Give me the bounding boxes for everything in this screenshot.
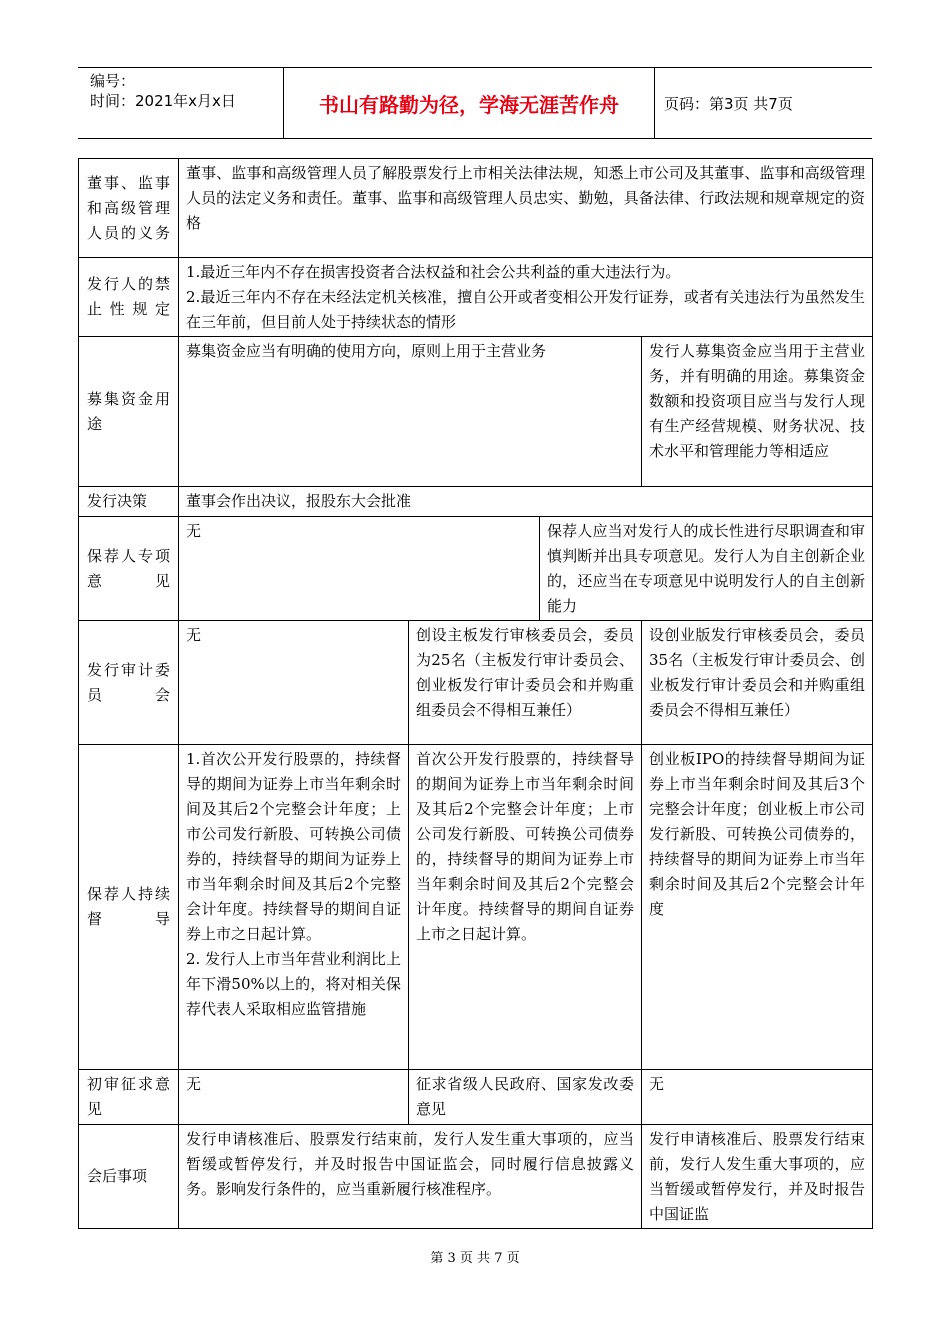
prohibition-item-2: 2.最近三年内不存在未经法定机关核准，擅自公开或者变相公开发行证券，或者有关违法行为虽然发生在三年前，但目前人处于持续状态的情形 [186,288,866,331]
supervision-col-3: 创业板IPO的持续督导期间为证券上市当年剩余时间及其后3个完整会计年度；创业板上市公司发行新股、可转换公司债券的，持续督导的期间为证券上市当年剩余时间及其后2个完整会计年度 [642,745,873,1070]
after-meeting-left: 发行申请核准后、股票发行结束前，发行人发生重大事项的，应当暂缓或暂停发行，并及时报告中国证监会，同时履行信息披露义务。影响发行条件的，应当重新履行核准程序。 [179,1125,642,1229]
document-date: 时间：2021年x月x日 [90,92,236,110]
row-label-after-meeting: 会后事项 [79,1125,179,1229]
row-label-sponsor-opinion: 保荐人专项意见 [79,517,179,621]
preliminary-col-2: 征求省级人民政府、国家发改委意见 [409,1070,642,1125]
supervision-col-1 [179,745,409,1070]
committee-col-1: 无 [179,621,409,745]
row-label-preliminary: 初审征求意见 [79,1070,179,1125]
document-number: 编号： [90,72,136,90]
decision-content: 董事会作出决议，报股东大会批准 [179,487,873,517]
table-row [79,258,873,337]
row-label-duties: 董事、监事和高级管理人员的义务 [79,159,179,258]
header-meta [78,68,283,138]
duties-content: 董事、监事和高级管理人员了解股票发行上市相关法律法规，知悉上市公司及其董事、监事和高级管理人员的法定义务和责任。董事、监事和高级管理人员忠实、勤勉，具备法律、行政法规和规章规定的资格 [179,159,873,258]
funds-right: 发行人募集资金应当用于主营业务，并有明确的用途。募集资金数额和投资项目应当与发行人现有生产经营规模、财务状况、技术水平和管理能力等相适应 [642,337,873,487]
committee-col-2: 创设主板发行审核委员会，委员为25名（主板发行审计委员会、创业板发行审计委员会和并购重组委员会不得相互兼任） [409,621,642,745]
table-row [79,159,873,258]
preliminary-col-1: 无 [179,1070,409,1125]
row-label-decision: 发行决策 [79,487,179,517]
sponsor-opinion-right: 保荐人应当对发行人的成长性进行尽职调查和审慎判断并出具专项意见。发行人为自主创新企业的，还应当在专项意见中说明发行人的自主创新能力 [540,517,873,621]
supervision-col-1-item-1: 1.首次公开发行股票的，持续督导的期间为证券上市当年剩余时间及其后2个完整会计年度；上市公司发行新股、可转换公司债券的，持续督导的期间为证券上市当年剩余时间及其后2个完整会计年度。持续督导的期间自证券上市之日起计算。 [186,750,401,943]
row-label-prohibition: 发行人的禁止性规定 [79,258,179,337]
prohibition-item-1: 1.最近三年内不存在损害投资者合法权益和社会公共利益的重大违法行为。 [186,263,681,281]
row-label-committee: 发行审计委员会 [79,621,179,745]
row-label-funds: 募集资金用途 [79,337,179,487]
sponsor-opinion-left: 无 [179,517,540,621]
preliminary-col-3: 无 [642,1070,873,1125]
table-row [79,487,873,517]
after-meeting-right: 发行申请核准后、股票发行结束前，发行人发生重大事项的，应当暂缓或暂停发行，并及时报告中国证监 [642,1125,873,1229]
prohibition-content [179,258,873,337]
row-label-supervision: 保荐人持续督导 [79,745,179,1070]
table-row [79,517,873,621]
table-row [79,337,873,487]
page-info: 页码：第3页 共7页 [664,94,793,113]
comparison-table [78,158,873,1229]
header-motto: 书山有路勤为径，学海无涯苦作舟 [319,92,619,117]
committee-col-3: 设创业版发行审核委员会，委员35名（主板发行审计委员会、创业板发行审计委员会和并购重组委员会不得相互兼任） [642,621,873,745]
page-footer: 第 3 页 共 7 页 [430,1251,520,1266]
funds-left: 募集资金应当有明确的使用方向，原则上用于主营业务 [179,337,642,487]
table-row [79,621,873,745]
header-motto-cell [283,68,655,138]
supervision-col-2: 首次公开发行股票的，持续督导的期间为证券上市当年剩余时间及其后2个完整会计年度；上市公司发行新股、可转换公司债券的，持续督导的期间为证券上市当年剩余时间及其后2个完整会计年度。持续督导的期间自证券上市之日起计算。 [409,745,642,1070]
table-row [79,1125,873,1229]
page-header [78,67,872,139]
table-row [79,1070,873,1125]
table-row [79,745,873,1070]
supervision-col-1-item-2: 2. 发行人上市当年营业利润比上年下滑50%以上的，将对相关保荐代表人采取相应监管措施 [186,950,401,1018]
